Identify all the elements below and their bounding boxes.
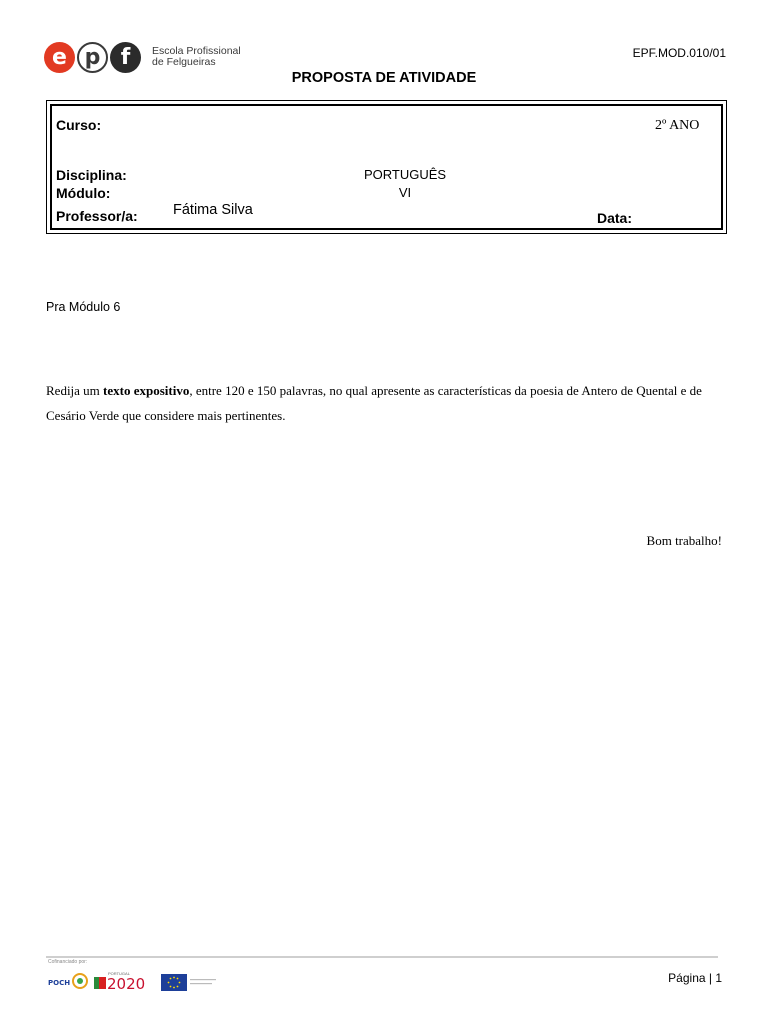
year-2020-logo: 2020 bbox=[107, 975, 146, 993]
school-name bbox=[152, 46, 241, 68]
logo-letter-f: f bbox=[110, 42, 141, 73]
poch-emblem-icon bbox=[71, 971, 89, 991]
school-name-line1: Escola Profissional bbox=[152, 45, 241, 57]
footer-divider bbox=[46, 956, 718, 958]
logo-letter-e: e bbox=[44, 42, 75, 73]
eu-flag-icon bbox=[161, 974, 187, 991]
disciplina-label: Disciplina: bbox=[56, 167, 127, 183]
disciplina-value: PORTUGUÊS bbox=[363, 167, 447, 182]
document-code: EPF.MOD.010/01 bbox=[632, 46, 726, 60]
poch-logo: POCH bbox=[48, 979, 71, 987]
eu-fund-text-mark bbox=[190, 978, 218, 988]
instruction-paragraph bbox=[46, 378, 726, 428]
professor-value: Fátima Silva bbox=[173, 202, 253, 218]
closing-text: Bom trabalho! bbox=[646, 533, 722, 548]
page-title: PROPOSTA DE ATIVIDADE bbox=[291, 70, 477, 86]
portugal-label: PORTUGAL bbox=[108, 971, 130, 976]
logo-letter-p: p bbox=[77, 42, 108, 73]
ano-value: 2º ANO bbox=[655, 118, 700, 133]
modulo-value: VI bbox=[398, 185, 412, 200]
portugal-flag-icon bbox=[94, 975, 106, 991]
cofinanced-label: Cofinanciado por: bbox=[48, 959, 88, 965]
instruction-text-start: Redija um bbox=[46, 383, 104, 398]
data-label: Data: bbox=[597, 210, 633, 226]
school-name-line2: de Felgueiras bbox=[152, 56, 216, 68]
curso-label: Curso: bbox=[56, 117, 102, 133]
page-number: Página | 1 bbox=[668, 971, 722, 985]
module-subtitle: Pra Módulo 6 bbox=[46, 300, 121, 314]
modulo-label: Módulo: bbox=[56, 185, 111, 201]
professor-label: Professor/a: bbox=[56, 208, 138, 224]
instruction-bold-term: texto expositivo bbox=[103, 383, 190, 398]
funding-logos bbox=[47, 959, 227, 995]
school-logo bbox=[44, 40, 241, 74]
instruction-text-end: , entre 120 e 150 palavras, no qual apresente as características da poesia de Antero de Quental e de Cesário Verde que considere mais pertinentes. bbox=[46, 383, 702, 423]
